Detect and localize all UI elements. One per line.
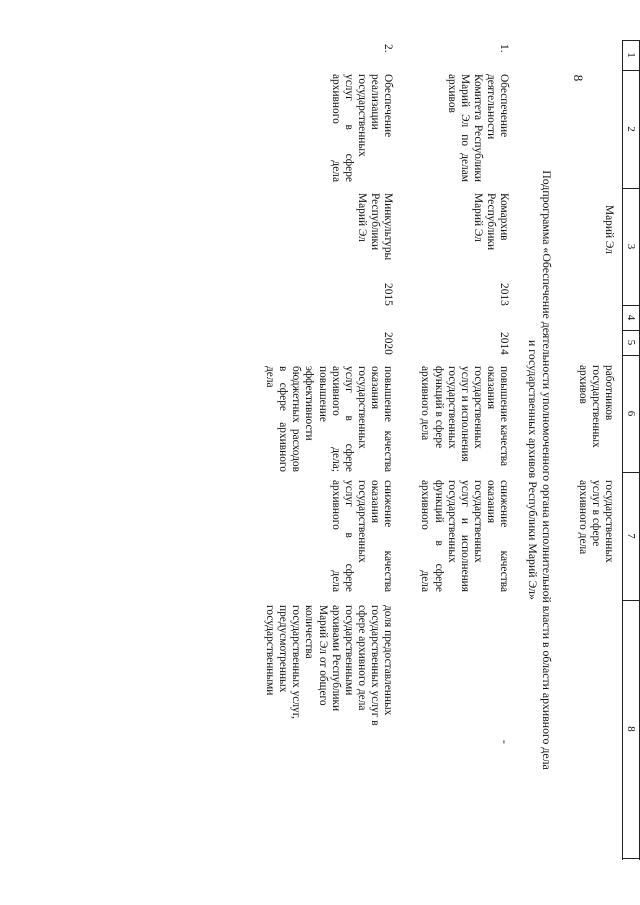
col-number-3: 3 (625, 243, 637, 250)
row-2-indicator: доля предоставленных государственных услуг в сфере архивного дела государственными архивами Республики Марий Эл от общего количества государственных услуг, предусмотренных государственными (264, 605, 394, 726)
subprogram-title-line-1: Подпрограмма «Обеспечение деятельности уполномоченного органа исполнительной власти в области архивного дела (540, 170, 554, 770)
row-1-number: 1. (498, 44, 510, 53)
row-2-result: повышение качества оказания государственных услуг в сфере архивного дела; повышение эффективности бюджетных расходов в сфере архивного дела (264, 366, 394, 472)
row-2-executor: Минкультуры Республики Марий Эл (355, 193, 394, 261)
col-number-4: 4 (625, 314, 637, 321)
row-2-start-year: 2015 (382, 283, 394, 306)
col-number-5: 5 (625, 339, 637, 346)
row-1-name: Обеспечение деятельности Комитета Республики Марий Эл по делам архивов (445, 74, 510, 182)
top-row-result: работников государственных архивов (576, 365, 615, 448)
col-sep (623, 858, 640, 859)
col-number-1: 1 (625, 52, 637, 58)
top-row-executor: Марий Эл (603, 205, 615, 254)
col-number-7: 7 (625, 533, 637, 539)
col-number-6: 6 (625, 410, 637, 417)
row-1-executor: Комархив Республики Марий Эл (471, 193, 510, 251)
col-number-2: 2 (625, 126, 637, 132)
header-bottom-rule (622, 40, 623, 860)
col-number-8: 8 (625, 726, 637, 732)
row-1-result: повышение качества оказания государственных услуг и исполнения государственных функций в сфере архивного дела (419, 366, 510, 467)
rotated-table-sheet (80, 40, 640, 860)
row-1-end-year: 2014 (498, 332, 510, 355)
row-2-end-year: 2020 (382, 332, 394, 355)
top-row-consequence: государственных услуг в сфере архивного дела (576, 480, 615, 563)
row-1-consequence: снижение качества оказания государственных услуг и исполнения государственных функций в сфере архивного дела (419, 480, 510, 592)
row-2-number: 2. (382, 44, 394, 53)
row-2-name: Обеспечение реализации государственных услуг в сфере архивного дела (329, 74, 394, 182)
row-1-start-year: 2013 (498, 283, 510, 306)
subprogram-title-line-2: и государственных архивов Республики Марий Эл» (526, 340, 540, 600)
page-number: 8 (571, 74, 586, 82)
row-2-consequence: снижение качества оказания государственных услуг в сфере архивного дела (329, 480, 394, 592)
row-1-indicator: - (498, 740, 510, 744)
